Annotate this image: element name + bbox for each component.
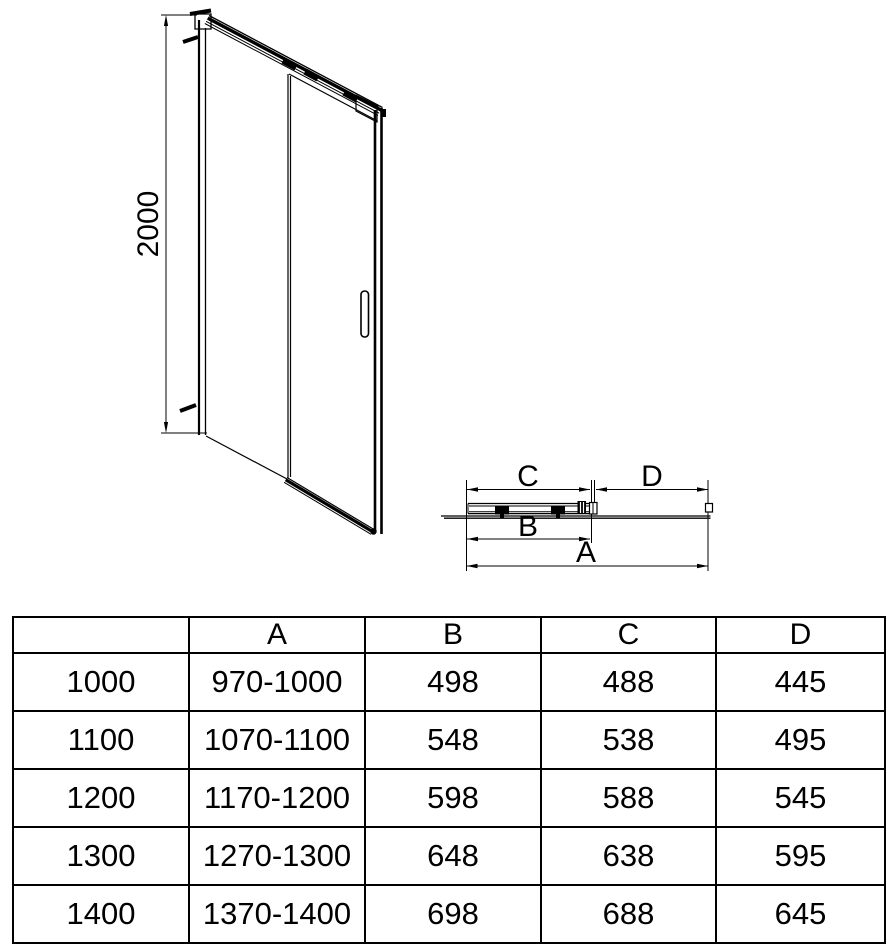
table-row <box>13 885 885 943</box>
cell-b: 598 <box>365 769 541 827</box>
cell-c: 538 <box>541 711 716 769</box>
cell-d: 645 <box>716 885 885 943</box>
right-frame-profile <box>355 96 386 534</box>
table-row <box>13 653 885 711</box>
arrow-left-icon <box>596 487 607 491</box>
panel-end-cap <box>706 504 713 513</box>
dim-label-a: A <box>575 536 597 569</box>
wall-bracket-bottom-icon <box>180 405 196 411</box>
dimension-c <box>467 460 590 493</box>
cell-size: 1100 <box>13 711 189 769</box>
cell-size: 1400 <box>13 885 189 943</box>
arrow-down-icon <box>164 422 168 433</box>
cell-a: 1170-1200 <box>189 769 365 827</box>
wall-bracket-top-icon <box>183 37 198 42</box>
arrow-left-icon <box>467 537 478 541</box>
cell-b: 698 <box>365 885 541 943</box>
dim-label-b: B <box>517 510 539 543</box>
header-d: D <box>716 617 885 653</box>
bottom-rail <box>284 478 377 535</box>
door-handle <box>361 291 369 337</box>
cell-size: 1200 <box>13 769 189 827</box>
dimension-d <box>596 460 708 493</box>
cell-c: 688 <box>541 885 716 943</box>
cell-b: 548 <box>365 711 541 769</box>
header-b: B <box>365 617 541 653</box>
header-a: A <box>189 617 365 653</box>
arrow-right-icon <box>579 487 590 491</box>
height-dimension <box>132 15 207 433</box>
cell-c: 638 <box>541 827 716 885</box>
dim-label-d: D <box>641 460 663 493</box>
roller-plan-icon <box>551 507 565 515</box>
cell-b: 648 <box>365 827 541 885</box>
table-row <box>13 769 885 827</box>
fixed-panel-bottom-edge <box>206 436 287 479</box>
arrow-left-icon <box>467 564 478 568</box>
rail-end-cap-icon <box>370 528 376 534</box>
cell-size: 1000 <box>13 653 189 711</box>
roller-carriages <box>283 61 357 100</box>
dim-label-c: C <box>517 460 539 493</box>
cell-c: 588 <box>541 769 716 827</box>
cell-size: 1300 <box>13 827 189 885</box>
dimension-table-container <box>12 616 884 944</box>
dimension-table <box>12 616 886 944</box>
cell-d: 545 <box>716 769 885 827</box>
arrow-left-icon <box>467 487 478 491</box>
cell-a: 1370-1400 <box>189 885 365 943</box>
front-view-drawing <box>132 11 386 535</box>
sliding-door-panel <box>288 74 378 478</box>
left-frame-profile <box>190 11 211 436</box>
top-view-drawing <box>441 460 713 571</box>
arrow-right-icon <box>697 487 708 491</box>
bracket-block-icon <box>578 501 587 514</box>
table-header-row <box>13 617 885 653</box>
header-c: C <box>541 617 716 653</box>
roller-plan-icon <box>495 507 509 515</box>
cell-a: 970-1000 <box>189 653 365 711</box>
height-dimension-label: 2000 <box>132 190 165 258</box>
cell-d: 595 <box>716 827 885 885</box>
table-row <box>13 827 885 885</box>
cell-d: 495 <box>716 711 885 769</box>
cell-d: 445 <box>716 653 885 711</box>
arrow-right-icon <box>697 564 708 568</box>
cell-a: 1270-1300 <box>189 827 365 885</box>
cell-b: 498 <box>365 653 541 711</box>
arrow-up-icon <box>164 15 168 26</box>
cell-a: 1070-1100 <box>189 711 365 769</box>
dimension-b <box>467 510 590 543</box>
header-size <box>13 617 189 653</box>
cell-c: 488 <box>541 653 716 711</box>
table-row <box>13 711 885 769</box>
dimension-a <box>467 536 709 569</box>
